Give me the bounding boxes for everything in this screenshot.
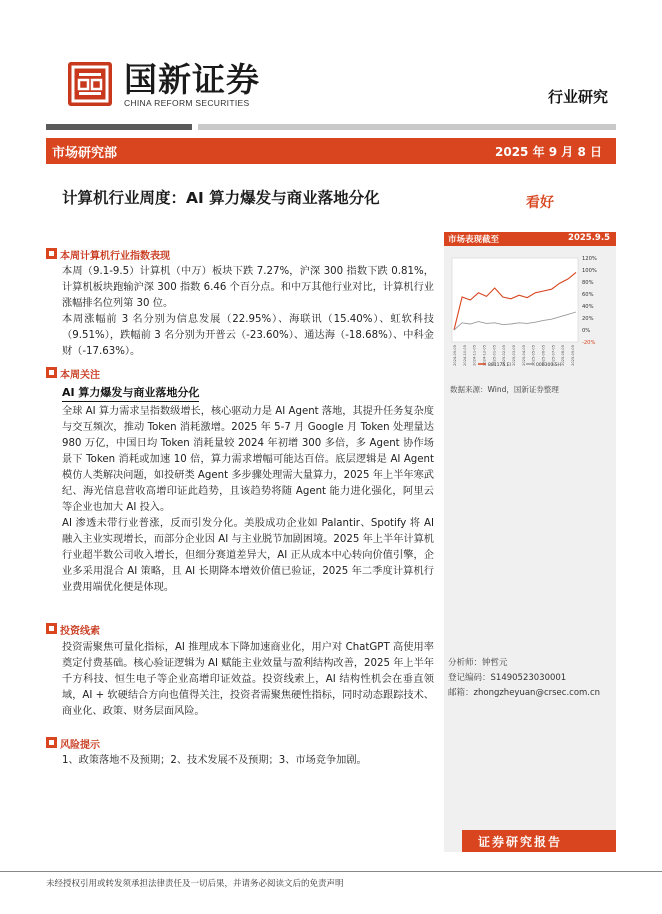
section-banner (46, 138, 616, 164)
section-title: 风险提示 (60, 740, 100, 751)
x-tick-label: 2025-03-05 (512, 345, 516, 366)
report-date: 2025 年 9 月 8 日 (495, 145, 602, 159)
x-tick-label: 2025-02-05 (502, 345, 507, 366)
x-tick-label: 2025-06-05 (541, 345, 546, 366)
legend-label: 000300.SH (536, 362, 561, 368)
paragraph: 本周涨幅前 3 名分别为信息发展（22.95%）、海联讯（15.40%）、虹软科技（9.51%），跌幅前 3 名分别为开普云（-23.60%）、通达海（-18.68%）、中科金财（-17.63%）。 (62, 314, 434, 357)
section-title: 投资线索 (60, 626, 100, 637)
chart-title: 市场表现截至 (448, 235, 500, 245)
x-tick-label: 2025-01-05 (492, 345, 497, 366)
paragraph: 全球 AI 算力需求呈指数级增长，核心驱动力是 AI Agent 落地，其提升任务复杂度与交互频次，推动 Token 消耗激增。2025 年 5-7 月 Google 月 Token 处理量达 980 万亿，中国日均 Token 消耗量较 2024 年初增 300 多倍，多 Agent 协作场景下 Token 消耗或加速 10 倍，算力需求增幅可能达百倍。底层逻辑是 AI Agent 模仿人类解决问题，如投研类 Agent 多步骤处理需大量算力，2025 年上半年寒武纪、海光信息营收高增印证此趋势，且该趋势将随 Agent 能力进化强化，阿里云等企业也加大 AI 投入。 (62, 406, 434, 513)
reg-code-row (448, 671, 600, 686)
section-title: 本周计算机行业指数表现 (60, 251, 170, 262)
chart-header (444, 232, 616, 246)
x-tick-label: 2025-04-05 (521, 345, 526, 366)
footer-divider (0, 871, 662, 872)
chart-date: 2025.9.5 (568, 233, 610, 243)
header-divider-light (198, 124, 616, 130)
report-stamp-label: 证券研究报告 (478, 835, 563, 849)
focus-subtitle: AI 算力爆发与商业落地分化 (62, 384, 199, 402)
y-tick-label: 80% (582, 280, 594, 286)
y-tick-label: -20% (582, 340, 596, 346)
x-tick-label: 2024-09-05 (453, 345, 457, 366)
x-tick-label: 2024-11-05 (472, 345, 477, 366)
reg-code-label: 登记编码： (448, 673, 491, 683)
logo-emblem-icon (68, 62, 112, 106)
brand-name-cn: 国新证券 (124, 60, 260, 99)
analyst-info (448, 656, 600, 701)
paragraph: 1、政策落地不及预期；2、技术发展不及预期；3、市场竞争加剧。 (62, 755, 367, 766)
section-title: 本周关注 (60, 370, 100, 381)
paragraph: AI 渗透未带行业普涨，反而引发分化。美股成功企业如 Palantir、Spotify 将 AI 融入主业实现增长，而部分企业因 AI 与主业脱节加剧困境。2025 年上半年计算机行业超半数公司收入增长，但细分赛道差异大，AI 正从成本中心转向价值引擎，企业多采用混合 AI 策略，且 AI 长期降本增效价值已验证，2025 年二季度计算机行业费用端优化便是体现。 (62, 518, 434, 593)
x-tick-label: 2025-08-05 (561, 345, 566, 366)
x-tick-label: 2024-10-05 (462, 345, 467, 366)
section-bullet-icon (46, 737, 57, 748)
x-tick-label: 2025-09-05 (571, 345, 575, 366)
department-label: 市场研究部 (52, 146, 118, 161)
paragraph: 本周（9.1-9.5）计算机（中万）板块下跌 7.27%，沪深 300 指数下跌 0.81%，计算机板块跑输沪深 300 指数 6.46 个百分点。和中万其他行业对比，计算机行业涨幅排名位列第 30 位。 (62, 266, 434, 309)
market-performance-chart (448, 250, 612, 370)
y-tick-label: 100% (582, 268, 597, 274)
report-title: 计算机行业周度：AI 算力爆发与商业落地分化 (62, 189, 380, 207)
chart-svg (448, 250, 612, 370)
company-logo (68, 62, 112, 106)
section-bullet-icon (46, 367, 57, 378)
disclaimer: 未经授权引用或转发须承担法律责任及一切后果，并请务必阅读文后的免责声明 (46, 879, 344, 889)
x-tick-label: 2025-05-05 (531, 345, 536, 366)
section-bullet-icon (46, 623, 57, 634)
chart-source: 数据来源：Wind，国新证券整理 (450, 385, 559, 394)
analyst-email[interactable]: zhongzheyuan@crsec.com.cn (473, 688, 601, 698)
y-tick-label: 40% (582, 304, 594, 310)
paragraph: 投资需聚焦可量化指标，AI 推理成本下降加速商业化，用户对 ChatGPT 高使用率奠定付费基础。核心验证逻辑为 AI 赋能主业效量与盈利结构改善，2025 年上半年千方科技、恒生电子等企业高增印证效益。投资线索上，AI 结构性机会在垂直领域，AI + 软硬结合方向也值得关注，投资者需聚焦硬性指标，同时动态跟踪技术、商业化、政策、财务层面风险。 (62, 642, 434, 717)
x-tick-label: 2025-07-05 (551, 345, 556, 366)
analyst-label: 分析师： (448, 658, 483, 668)
rating-badge: 看好 (526, 195, 554, 211)
y-tick-label: 60% (582, 292, 594, 298)
report-stamp (462, 830, 616, 852)
header-divider-dark (46, 124, 192, 130)
y-tick-label: 0% (582, 328, 591, 334)
x-tick-label: 2024-12-05 (482, 345, 487, 366)
y-tick-label: 20% (582, 316, 594, 322)
analyst-name: 钟哲元 (482, 658, 508, 668)
y-tick-label: 120% (582, 256, 597, 262)
brand-name-en: CHINA REFORM SECURITIES (124, 98, 250, 108)
email-row (448, 686, 600, 701)
analyst-row (448, 656, 600, 671)
reg-code: S1490523030001 (490, 673, 567, 683)
email-label: 邮箱： (448, 688, 474, 698)
section-bullet-icon (46, 248, 57, 259)
legend-label: 881175.EI (488, 362, 511, 368)
report-type: 行业研究 (547, 88, 608, 106)
